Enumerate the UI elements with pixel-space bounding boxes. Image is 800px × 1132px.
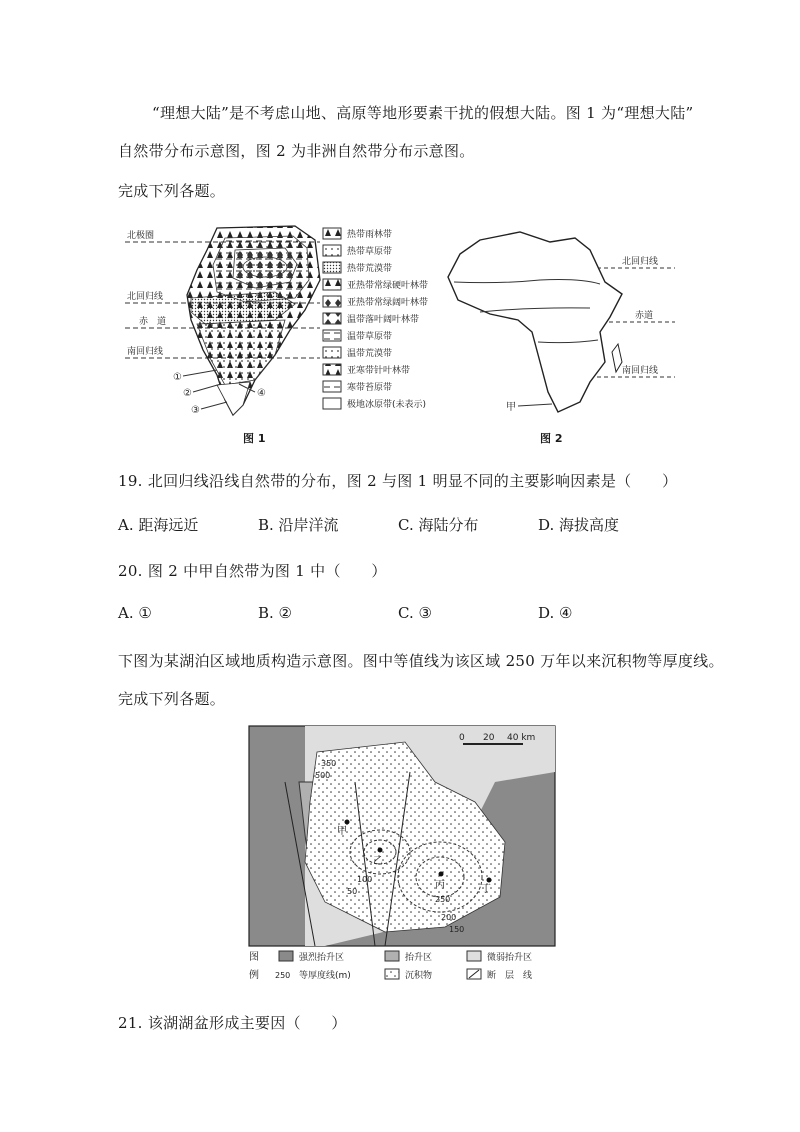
question-19-stem: 19. 北回归线沿线自然带的分布，图 2 与图 1 明显不同的主要影响因素是（ ） xyxy=(118,472,678,490)
fig1-lat-arctic: 北极圈 xyxy=(127,231,155,241)
legend-swatch xyxy=(323,279,341,290)
fig1-label-3: ③ xyxy=(191,405,200,416)
fig1-lat-north-tropic: 北回归线 xyxy=(127,292,164,302)
legend-label: 寒带苔原带 xyxy=(347,383,393,393)
legend-swatch xyxy=(323,398,341,409)
question-21-stem: 21. 该湖湖盆形成主要因（ ） xyxy=(118,1014,347,1032)
legend-sediment: 沉积物 xyxy=(405,971,433,981)
figure-3-lake-geology-map xyxy=(245,722,560,987)
legend-label: 亚热带常绿阔叶林带 xyxy=(347,298,429,308)
scale-40km: 40 km xyxy=(507,733,536,743)
legend-label: 亚寒带针叶林带 xyxy=(347,366,411,376)
legend-uplift: 抬升区 xyxy=(405,953,433,963)
intro-line-2: 自然带分布示意图，图 2 为非洲自然带分布示意图。 xyxy=(118,142,475,160)
scale-0: 0 xyxy=(459,733,465,743)
legend-swatch xyxy=(323,262,341,273)
legend-fault: 断 层 线 xyxy=(487,971,533,981)
intro2-line-1: 下图为某湖泊区域地质构造示意图。图中等值线为该区域 250 万年以来沉积物等厚度线。 xyxy=(118,652,724,670)
legend-swatch xyxy=(323,228,341,239)
figure-1-ideal-continent xyxy=(125,220,455,450)
fig2-equator: 赤道 xyxy=(635,311,654,321)
point-ding: 丁 xyxy=(481,884,491,895)
scale-20: 20 xyxy=(483,733,495,743)
q19-option-d[interactable]: D. 海拔高度 xyxy=(538,516,620,534)
figure-1-caption: 图 1 xyxy=(243,432,266,445)
fig2-jia: 甲 xyxy=(506,402,516,413)
legend-label: 极地冰原带(未表示) xyxy=(347,400,427,410)
legend-title-2: 例 xyxy=(249,970,259,981)
legend-contour-sample: 250 xyxy=(275,971,291,980)
legend-swatch xyxy=(323,296,341,307)
legend-swatch xyxy=(323,347,341,358)
fig2-south-tropic: 南回归线 xyxy=(622,366,659,376)
contour-50: 50 xyxy=(347,887,358,896)
legend-title-1: 图 xyxy=(249,952,259,963)
intro2-line-2: 完成下列各题。 xyxy=(118,690,226,708)
contour-500: 500 xyxy=(315,771,331,780)
q19-option-a[interactable]: A. 距海远近 xyxy=(118,516,199,534)
contour-350: 350 xyxy=(321,759,337,768)
legend-label: 热带雨林带 xyxy=(347,230,393,240)
legend-swatch xyxy=(323,364,341,375)
contour-100: 100 xyxy=(357,875,373,884)
legend-swatch xyxy=(323,381,341,392)
figure-2-africa-map xyxy=(440,222,680,422)
legend-label: 热带荒漠带 xyxy=(347,264,393,274)
fig1-label-2: ② xyxy=(183,388,192,399)
legend-contour: 等厚度线(m) xyxy=(299,971,351,981)
point-jia: 甲 xyxy=(337,826,347,837)
legend-label: 温带落叶阔叶林带 xyxy=(347,315,420,325)
figure-2-caption: 图 2 xyxy=(540,432,563,445)
q19-option-c[interactable]: C. 海陆分布 xyxy=(398,516,479,534)
fig1-label-4: ④ xyxy=(257,388,266,399)
question-20-stem: 20. 图 2 中甲自然带为图 1 中（ ） xyxy=(118,562,387,580)
fig2-north-tropic: 北回归线 xyxy=(622,257,659,267)
legend-label: 温带草原带 xyxy=(347,332,393,342)
fig3-legend xyxy=(249,951,532,981)
legend-swatch xyxy=(323,245,341,256)
q20-option-b[interactable]: B. ② xyxy=(258,604,293,622)
q19-option-b[interactable]: B. 沿岸洋流 xyxy=(258,516,339,534)
legend-label: 亚热带常绿硬叶林带 xyxy=(347,281,429,291)
point-bing: 丙 xyxy=(435,880,445,891)
contour-200: 200 xyxy=(441,913,457,922)
fig1-legend xyxy=(323,228,428,410)
legend-weak-uplift: 微弱抬升区 xyxy=(487,953,533,963)
instruction: 完成下列各题。 xyxy=(118,182,226,200)
fig1-lat-south-tropic: 南回归线 xyxy=(127,347,164,357)
legend-label: 温带荒漠带 xyxy=(347,349,393,359)
contour-150: 150 xyxy=(449,925,465,934)
africa-outline xyxy=(448,232,622,412)
fig1-label-1: ① xyxy=(173,372,182,383)
legend-label: 热带草原带 xyxy=(347,247,393,257)
fig1-lat-equator: 赤 道 xyxy=(139,317,167,327)
legend-swatch xyxy=(323,313,341,324)
legend-strong-uplift: 强烈抬升区 xyxy=(299,953,345,963)
legend-swatch xyxy=(323,330,341,341)
q20-option-d[interactable]: D. ④ xyxy=(538,604,573,622)
point-yi: 乙 xyxy=(373,856,383,867)
q20-option-c[interactable]: C. ③ xyxy=(398,604,432,622)
contour-250: 250 xyxy=(435,895,451,904)
intro-line-1: “理想大陆”是不考虑山地、高原等地形要素干扰的假想大陆。图 1 为“理想大陆” xyxy=(152,104,694,122)
q20-option-a[interactable]: A. ① xyxy=(118,604,152,622)
